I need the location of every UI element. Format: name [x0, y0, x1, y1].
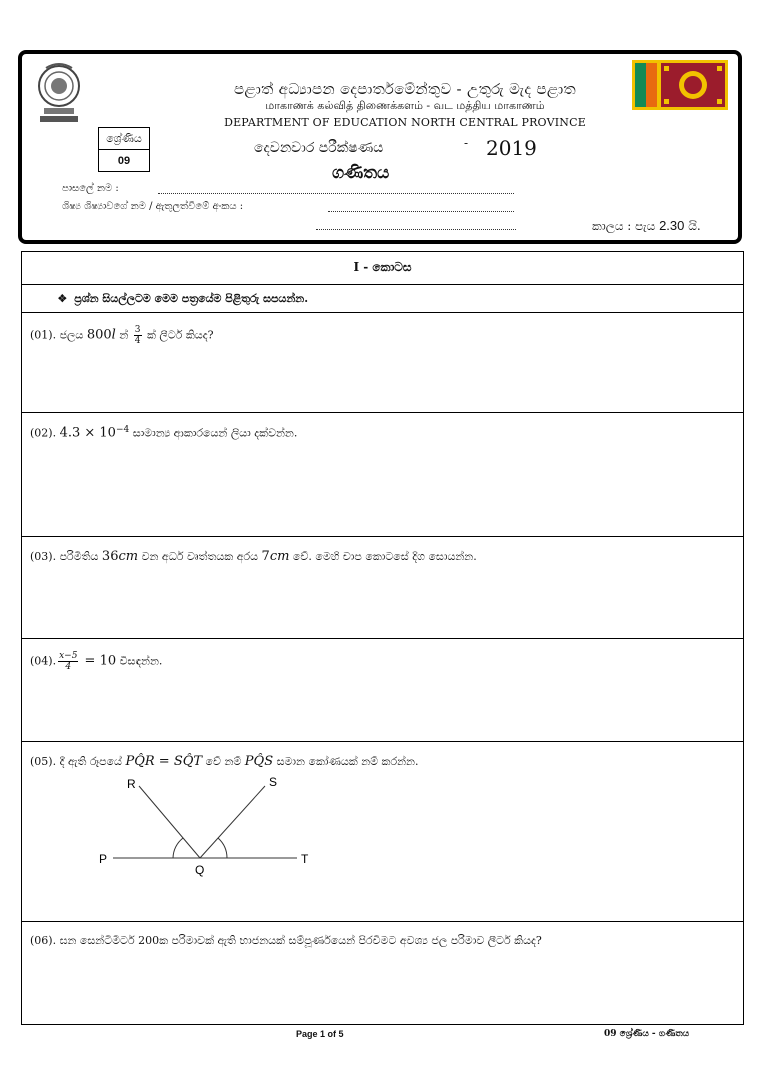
angle-arc-sqt	[218, 838, 227, 858]
bullet-icon: ❖	[58, 292, 67, 305]
student-name-label: ශිෂ්‍ය ශිෂ්‍යාවගේ නම / ඇතුලත්වීමේ අංකය :	[62, 201, 244, 212]
instruction-text: ප්‍රශ්න සියල්ලටම මෙම පත්‍රයේම පිළිතුරු සපයන්න.	[74, 292, 309, 305]
fraction	[58, 651, 78, 672]
fraction-numerator: x−5	[59, 651, 78, 661]
math-expression: PQ̂S	[244, 754, 274, 769]
section-title: I - කොටස	[22, 252, 743, 285]
question-sheet	[21, 251, 744, 1025]
question-1	[22, 313, 743, 413]
question-text: සාමාන්‍ය ආකාරයෙන් ලියා දක්වන්න.	[129, 426, 298, 440]
page-number: Page 1 of 5	[296, 1029, 344, 1039]
student-name-field[interactable]	[328, 201, 514, 212]
question-text: දී ඇති රූපයේ	[56, 755, 126, 768]
question-text: වේ නම්	[202, 755, 245, 768]
point-label-s: S	[269, 775, 278, 789]
question-text: ජලය	[56, 328, 87, 342]
math-unit: l	[111, 327, 116, 343]
school-name-field[interactable]	[158, 183, 514, 194]
math-expression: PQ̂R = SQ̂T	[125, 754, 203, 769]
question-text: විසඳන්න.	[116, 654, 163, 668]
question-number: (03).	[30, 550, 57, 563]
emblem-icon	[34, 60, 84, 126]
time-value: 2.30	[659, 218, 685, 233]
point-label-r: R	[127, 777, 136, 791]
time-label: කාලය : පැය	[592, 219, 660, 233]
question-text: පරිමිතිය	[56, 550, 102, 563]
department-name-sinhala: පළාත් අධ්‍යාපන දෙපාර්තමේන්තුව - උතුරු මැද පළාත	[233, 80, 577, 98]
fraction	[134, 325, 142, 346]
school-name-label: පාසලේ නම :	[62, 183, 119, 194]
fraction-numerator: 3	[134, 325, 141, 335]
question-text: වන අර්ධ වෘත්තයක අරය	[138, 550, 262, 563]
question-2	[22, 413, 743, 537]
exam-year: 2019	[486, 136, 537, 160]
index-number-field[interactable]	[316, 219, 516, 230]
grade-value: 09	[99, 150, 150, 172]
question-number: (06).	[30, 934, 57, 947]
question-text: සමාන කෝණයක් නම් කරන්න.	[273, 755, 419, 768]
term-dash: -	[464, 136, 469, 150]
footer-subject: 09 ශ්‍රේණිය - ගණිතය	[604, 1029, 690, 1039]
question-number: (05).	[30, 755, 57, 768]
instruction-row	[22, 285, 743, 313]
math-value: 800	[86, 327, 112, 343]
math-value: 36	[101, 549, 119, 564]
question-number: (04).	[30, 654, 57, 668]
question-number: (02).	[30, 426, 57, 440]
math-expression: 4.3 × 10	[59, 425, 116, 441]
question-3	[22, 537, 743, 639]
angle-arc-pqr	[173, 838, 183, 858]
grade-label: ශ්‍රේණිය	[99, 128, 150, 150]
angle-diagram	[85, 772, 325, 882]
time-suffix: යි.	[684, 219, 701, 233]
time-allowed	[592, 218, 701, 234]
point-label-t: T	[301, 852, 309, 866]
question-6	[22, 922, 743, 1026]
math-expression: = 10	[80, 653, 117, 669]
ray-qr	[139, 786, 200, 858]
question-text: න්	[115, 328, 132, 342]
point-label-q: Q	[195, 863, 205, 877]
exam-term: දෙවනවාර පරීක්ෂණය	[254, 140, 384, 156]
math-unit: cm	[118, 549, 139, 564]
fraction-denominator: 4	[65, 662, 72, 672]
question-text: වේ. මෙහි චාප කොටසේ දිග සොයන්න.	[289, 550, 477, 563]
math-unit: cm	[269, 549, 290, 564]
math-exponent: −4	[115, 425, 130, 435]
math-value: 7	[261, 549, 270, 564]
ray-qs	[200, 786, 265, 858]
subject-title: ගණිතය	[332, 163, 390, 183]
question-text: ඝන සෙන්ටිමීටර් 200ක පරිමාවක් ඇති භාජනයක් සම්පූර්ණයෙන් පිරවීමට අවශ්‍ය ජල පරිමාව ලීටර් කියද?	[56, 934, 542, 947]
fraction-denominator: 4	[134, 336, 141, 346]
question-text: ක් ලීටර් කියද?	[143, 328, 214, 342]
department-name-tamil: மாகாணக் கல்வித் திணைக்களம் - வட மத்திய மாகாணம்	[265, 99, 545, 112]
grade-box	[98, 127, 150, 172]
question-number: (01).	[30, 328, 57, 342]
point-label-p: P	[99, 852, 108, 866]
department-name-english: DEPARTMENT OF EDUCATION NORTH CENTRAL PROVINCE	[224, 116, 586, 129]
question-4	[22, 639, 743, 742]
